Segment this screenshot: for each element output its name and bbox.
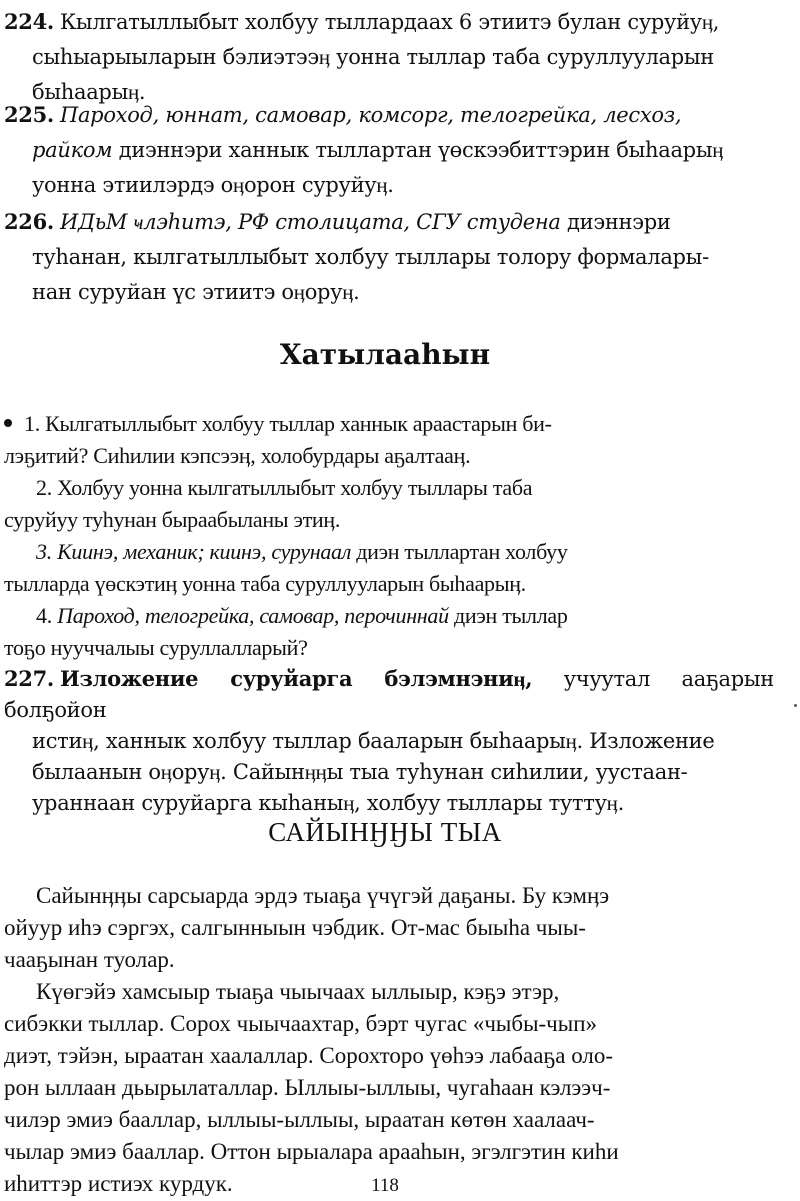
exercise-text-line: туһанан, кылгатыллыбыт холбуу тыллары толору формалары-	[32, 245, 709, 269]
question-text: диэн тыллартан холбуу	[356, 539, 568, 564]
story-line: диэт, тэйэн, ыраатан хаалаллар. Сорохторо үөһээ лабааҕа оло-	[4, 1043, 614, 1068]
story-title: САЙЫНӇӇЫ ТЫА	[268, 817, 502, 847]
italic-word: райком	[32, 138, 113, 162]
question-text-line: тылларда үөскэтиӊ уонна таба суруллууларын быһаарыӊ.	[4, 571, 526, 596]
margin-mark	[794, 704, 797, 707]
exercise-number: 225.	[4, 102, 54, 127]
question-text-line: лэҕитий? Сиһилии кэпсээӊ, холобурдары аҕалтааӊ.	[4, 443, 471, 468]
section-heading-review: Хатылааһын	[279, 338, 491, 371]
question-text-line: суруйуу туһунан быраабыланы этиӊ.	[4, 507, 341, 532]
story-line: иһиттэр истиэх курдук.	[4, 1171, 233, 1196]
question-text: Кылгатыллыбыт холбуу тыллар ханнык араастарын би-	[45, 411, 552, 436]
story-line: чааҕынан туолар.	[4, 947, 175, 972]
exercise-text-line: Кылгатыллыбыт холбуу тыллардаах 6 этиитэ булан суруйуӊ,	[59, 10, 720, 34]
bold-instruction: Изложение суруйарга бэлэмнэниӊ,	[59, 666, 533, 691]
italic-word-list: Киинэ, механик; киинэ, сурунаал	[57, 539, 352, 564]
exercise-number: 224.	[4, 9, 54, 34]
exercise-227	[4, 663, 774, 819]
italic-word-list: Пароход, юннат, самовар, комсорг, телогрейка, лесхоз,	[59, 103, 682, 127]
exercise-text-line: нан суруйан үс этиитэ оӊоруӊ.	[32, 280, 360, 304]
exercise-text: учуутал ааҕарын болҕойон	[4, 667, 774, 722]
story-line: рон ыллаан дьырылаталлар. Ыллыы-ыллыы, чугаһаан кэлээч-	[4, 1075, 611, 1100]
exercise-text-line: былаанын оӊоруӊ. Сайынӊӊы тыа туһунан сиһилии, уустаан-	[32, 760, 688, 784]
exercise-number: 227.	[4, 666, 54, 691]
exercise-text-line: быһаарыӊ.	[32, 80, 146, 104]
exercise-text: диэннэри	[567, 210, 671, 234]
story-line: сибэкки тыллар. Сорох чыычаахтар, бэрт чугас «чыбы-чып»	[4, 1011, 598, 1036]
question-number: 1.	[24, 411, 40, 436]
question-number: 2.	[36, 475, 52, 500]
exercise-number: 226.	[4, 209, 54, 234]
question-text: Холбуу уонна кылгатыллыбыт холбуу тыллары таба	[57, 475, 533, 500]
exercise-text: диэннэри ханнык тыллартан үөскээбиттэрин быһаарыӊ	[118, 138, 724, 162]
question-number: 3.	[36, 539, 52, 564]
page-number: 118	[371, 1175, 399, 1196]
story-line: чылар эмиэ бааллар. Оттон ырыалара арааһын, эгэлгэтин киһи	[4, 1139, 619, 1164]
exercise-text-line: уонна этиилэрдэ оӊорон суруйуӊ.	[32, 173, 394, 197]
story-line: Күөгэйэ хамсыыр тыаҕа чыычаах ыллыыр, кэҕэ этэр,	[36, 979, 560, 1004]
bullet-icon	[4, 419, 12, 427]
story-line: Сайынӊӊы сарсыарда эрдэ тыаҕа үчүгэй даҕаны. Бу кэмӊэ	[36, 883, 610, 908]
exercise-text-line: сыһыарыыларын бэлиэтээӊ уонна тыллар таба суруллууларын	[32, 45, 714, 69]
exercise-224	[4, 4, 774, 110]
story-line: чилэр эмиэ бааллар, ыллыы-ыллыы, ыраатан көтөн хаалаач-	[4, 1107, 595, 1132]
italic-word-list: Пароход, телогрейка, самовар, перочиннай	[57, 603, 449, 628]
question-number: 4.	[36, 603, 52, 628]
question-text-line: тоҕо нууччалыы суруллалларый?	[4, 635, 308, 660]
question-text: диэн тыллар	[454, 603, 568, 628]
exercise-text-line: истиӊ, ханнык холбуу тыллар бааларын быһаарыӊ. Изложение	[32, 729, 715, 753]
italic-word-list: ИДьМ ҹлэһитэ, РФ столицата, СГУ студена	[59, 210, 561, 234]
exercise-226	[4, 204, 774, 310]
story-text	[4, 880, 774, 1200]
exercise-text-line: ураннаан суруйарга кыһаныӊ, холбуу тыллары туттуӊ.	[32, 791, 624, 815]
story-line: ойуур иһэ сэргэх, салгынныын чэбдик. От-мас быыһа чыы-	[4, 915, 586, 940]
exercise-225	[4, 97, 774, 203]
review-questions	[4, 408, 774, 664]
